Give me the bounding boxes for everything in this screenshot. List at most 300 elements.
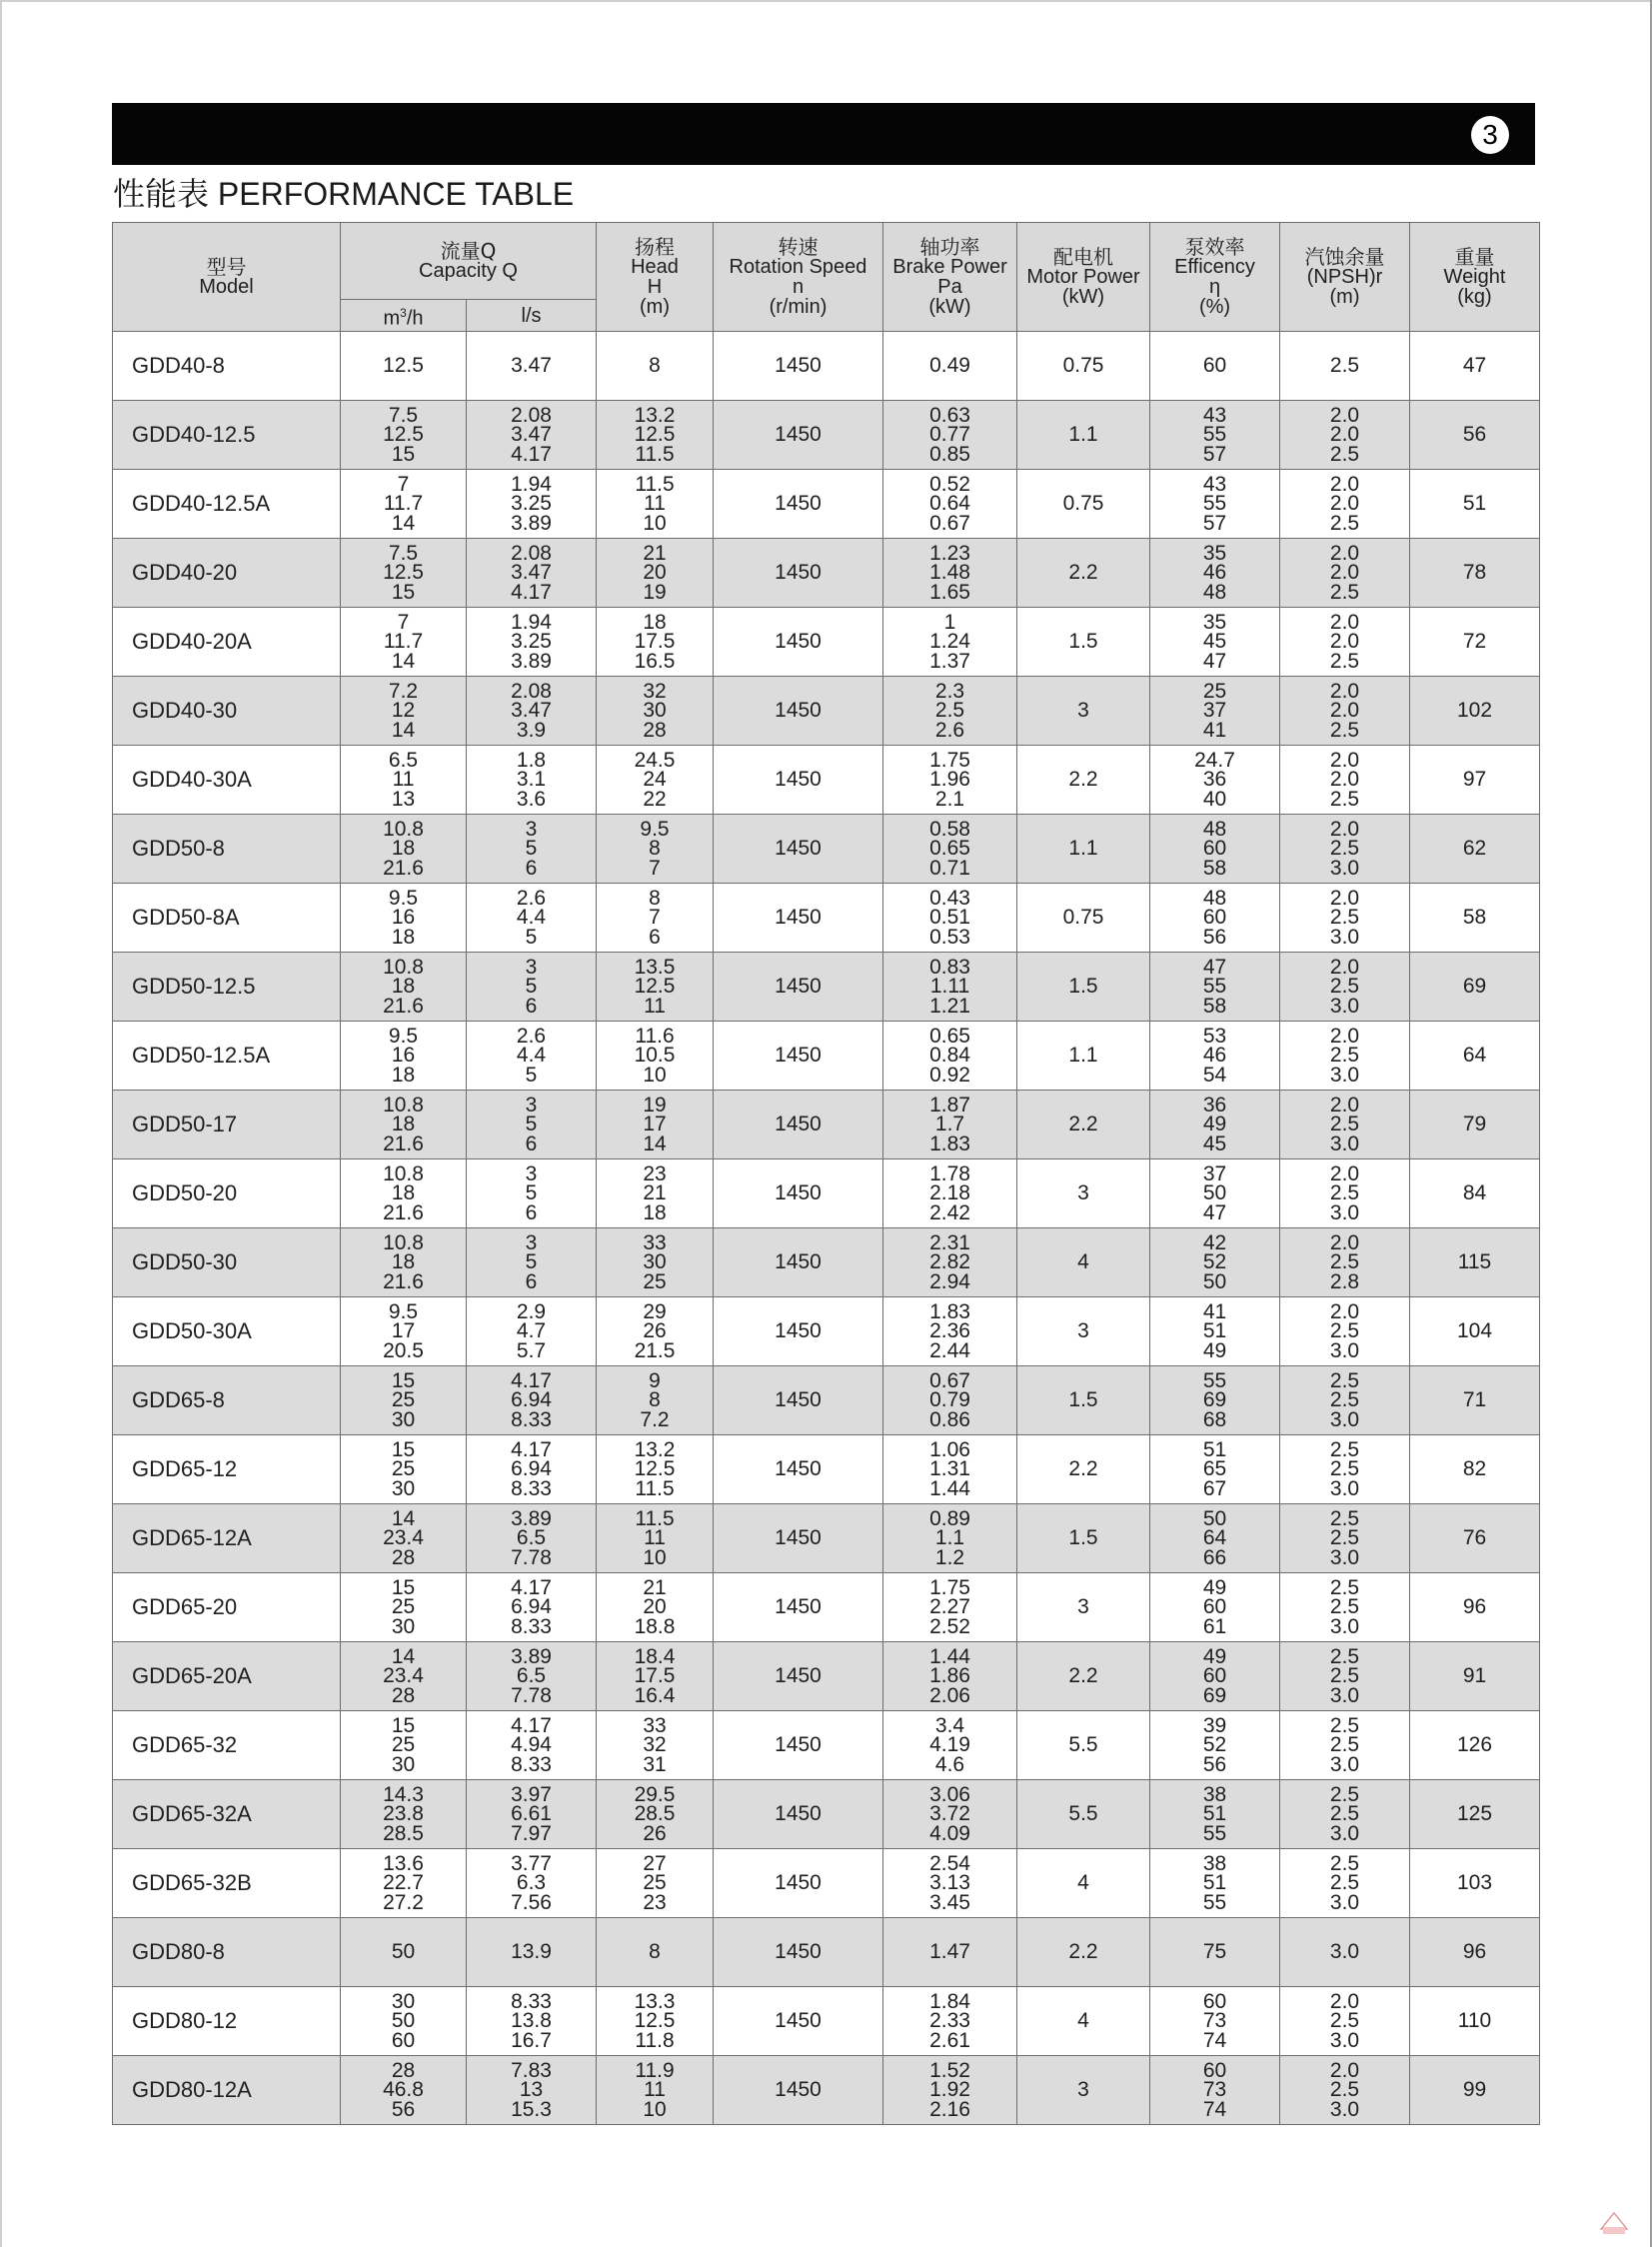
table-row — [113, 1159, 1540, 1228]
cell-capacity-ls-value: 5 — [525, 1063, 538, 1087]
page-border-left — [0, 0, 2, 2247]
cell-speed: 1450 — [714, 953, 883, 1022]
cell-efficiency — [1150, 401, 1280, 470]
cell-efficiency-value: 55 — [1202, 975, 1227, 999]
cell-capacity-ls — [467, 1435, 597, 1504]
cell-brake-power-value: 0.49 — [929, 354, 970, 378]
cell-speed: 1450 — [714, 1435, 883, 1504]
cell-npsh-value: 2.0 — [1329, 472, 1360, 496]
cell-capacity-m3h-value: 14 — [391, 649, 416, 673]
table-row — [113, 1573, 1540, 1642]
cell-head-value: 7.2 — [640, 1407, 670, 1431]
cell-brake-power-value: 0.92 — [929, 1063, 970, 1087]
page-border-top — [0, 0, 1652, 2]
cell-brake-power-value: 0.77 — [929, 423, 970, 447]
cell-head-value: 20 — [643, 561, 667, 585]
cell-brake-power — [883, 539, 1017, 608]
cell-efficiency-value: 47 — [1202, 649, 1227, 673]
cell-model: GDD40-8 — [113, 332, 341, 401]
cell-capacity-ls-value: 3.89 — [511, 1644, 552, 1668]
cell-efficiency-value: 51 — [1202, 1871, 1227, 1895]
cell-motor-power: 1.5 — [1017, 1366, 1150, 1435]
cell-efficiency — [1150, 1366, 1280, 1435]
cell-npsh-value: 2.0 — [1329, 1024, 1360, 1048]
cell-head — [597, 1711, 714, 1780]
cell-capacity-m3h — [341, 2056, 467, 2125]
cell-npsh — [1280, 470, 1410, 539]
cell-npsh-value: 2.0 — [1329, 955, 1360, 979]
cell-efficiency-value: 55 — [1202, 1821, 1227, 1845]
cell-brake-power-value: 0.86 — [929, 1407, 970, 1431]
cell-efficiency-value: 38 — [1202, 1851, 1227, 1875]
cell-capacity-m3h-value: 11.7 — [383, 630, 424, 654]
cell-efficiency-value: 56 — [1202, 1752, 1227, 1776]
cell-head-value: 10.5 — [634, 1044, 676, 1068]
cell-efficiency-value: 60 — [1202, 2058, 1227, 2082]
cell-capacity-ls-value: 3.77 — [511, 1851, 552, 1875]
cell-speed: 1450 — [714, 1987, 883, 2056]
cell-capacity-m3h-value: 13.6 — [383, 1851, 424, 1875]
cell-weight: 82 — [1410, 1435, 1540, 1504]
cell-npsh-value: 2.5 — [1329, 1113, 1360, 1136]
cell-brake-power — [883, 1091, 1017, 1159]
cell-brake-power — [883, 815, 1017, 884]
cell-npsh-value: 2.5 — [1329, 649, 1360, 673]
cell-head-value: 28.5 — [634, 1802, 676, 1826]
cell-efficiency-value: 51 — [1202, 1319, 1227, 1343]
cell-npsh-value: 2.5 — [1329, 2009, 1360, 2033]
cell-weight: 110 — [1410, 1987, 1540, 2056]
cell-brake-power-value: 1.23 — [929, 541, 970, 565]
cell-capacity-m3h-value: 16 — [391, 906, 416, 930]
cell-capacity-ls-value: 3.47 — [511, 354, 552, 378]
cell-efficiency — [1150, 1642, 1280, 1711]
cell-npsh-value: 2.0 — [1329, 699, 1360, 723]
cell-head-value: 31 — [643, 1752, 667, 1776]
cell-brake-power-value: 2.54 — [929, 1851, 970, 1875]
cell-capacity-m3h — [341, 815, 467, 884]
cell-head-value: 19 — [643, 580, 667, 604]
cell-capacity-ls-value: 15.3 — [511, 2097, 552, 2121]
cell-capacity-m3h-value: 14 — [391, 1506, 416, 1530]
cell-speed: 1450 — [714, 1711, 883, 1780]
cell-npsh-value: 2.0 — [1329, 748, 1360, 772]
cell-motor-power: 2.2 — [1017, 1091, 1150, 1159]
cell-brake-power — [883, 1159, 1017, 1228]
cell-brake-power — [883, 1711, 1017, 1780]
cell-capacity-ls — [467, 953, 597, 1022]
cell-efficiency-value: 48 — [1202, 580, 1227, 604]
cell-head-value: 29 — [643, 1299, 667, 1323]
cell-capacity-m3h-value: 9.5 — [388, 1024, 419, 1048]
cell-head-value: 14 — [643, 1131, 667, 1155]
cell-npsh-value: 2.5 — [1329, 1664, 1360, 1688]
cell-head-value: 11 — [644, 492, 666, 516]
cell-motor-power: 1.1 — [1017, 401, 1150, 470]
cell-head-value: 8 — [649, 1388, 661, 1412]
cell-model: GDD80-12A — [113, 2056, 341, 2125]
cell-brake-power-value: 2.16 — [929, 2097, 970, 2121]
cell-efficiency-value: 43 — [1202, 472, 1227, 496]
cell-npsh-value: 3.0 — [1329, 1940, 1360, 1964]
cell-capacity-ls-value: 4.17 — [511, 1713, 552, 1737]
cell-capacity-ls-value: 3.25 — [511, 630, 552, 654]
cell-brake-power-value: 4.09 — [929, 1821, 970, 1845]
cell-npsh-value: 2.5 — [1329, 787, 1360, 811]
cell-brake-power-value: 1.47 — [929, 1940, 970, 1964]
cell-npsh — [1280, 1091, 1410, 1159]
cell-capacity-m3h — [341, 1366, 467, 1435]
cell-npsh-value: 2.5 — [1329, 1733, 1360, 1757]
cell-capacity-m3h-value: 25 — [391, 1457, 416, 1481]
cell-npsh-value: 2.5 — [1329, 837, 1360, 861]
table-row — [113, 1642, 1540, 1711]
cell-brake-power — [883, 953, 1017, 1022]
cell-capacity-ls-value: 8.33 — [511, 1614, 552, 1638]
cell-efficiency — [1150, 1504, 1280, 1573]
cell-brake-power-value: 2.33 — [929, 2009, 970, 2033]
table-row — [113, 608, 1540, 677]
cell-npsh-value: 3.0 — [1329, 994, 1360, 1018]
cell-brake-power — [883, 1573, 1017, 1642]
cell-brake-power-value: 2.36 — [929, 1319, 970, 1343]
cell-npsh-value: 2.5 — [1329, 975, 1360, 999]
cell-brake-power-value: 1.75 — [929, 1575, 970, 1599]
cell-efficiency-value: 45 — [1202, 1131, 1227, 1155]
cell-capacity-ls-value: 5.7 — [516, 1338, 547, 1362]
cell-npsh-value: 2.5 — [1329, 442, 1360, 466]
cell-capacity-m3h-value: 46.8 — [383, 2078, 424, 2102]
cell-brake-power-value: 1.1 — [934, 1526, 965, 1550]
cell-efficiency-value: 69 — [1202, 1683, 1227, 1707]
cell-capacity-m3h — [341, 401, 467, 470]
cell-efficiency-value: 55 — [1202, 492, 1227, 516]
cell-capacity-ls — [467, 1987, 597, 2056]
cell-npsh-value: 2.0 — [1329, 1299, 1360, 1323]
cell-capacity-m3h-value: 25 — [391, 1388, 416, 1412]
cell-speed: 1450 — [714, 815, 883, 884]
cell-brake-power — [883, 1780, 1017, 1849]
cell-brake-power — [883, 608, 1017, 677]
cell-head-value: 17.5 — [634, 630, 676, 654]
cell-brake-power-value: 0.84 — [929, 1044, 970, 1068]
cell-capacity-ls-value: 7.83 — [511, 2058, 552, 2082]
cell-model: GDD65-20A — [113, 1642, 341, 1711]
cell-efficiency-value: 52 — [1202, 1250, 1227, 1274]
cell-head-value: 13.3 — [634, 1989, 676, 2013]
cell-speed: 1450 — [714, 1573, 883, 1642]
cell-brake-power-value: 1.21 — [929, 994, 970, 1018]
cell-head-value: 32 — [643, 1733, 667, 1757]
cell-capacity-m3h-value: 22.7 — [383, 1871, 424, 1895]
cell-efficiency-value: 73 — [1202, 2078, 1227, 2102]
cell-capacity-m3h-value: 7 — [397, 472, 410, 496]
cell-capacity-ls-value: 5 — [525, 1181, 538, 1205]
cell-efficiency-value: 60 — [1202, 906, 1227, 930]
cell-efficiency-value: 60 — [1202, 1595, 1227, 1619]
table-row — [113, 539, 1540, 608]
cell-head-value: 7 — [649, 856, 661, 880]
cell-weight: 51 — [1410, 470, 1540, 539]
cell-capacity-m3h-value: 13 — [391, 787, 416, 811]
cell-motor-power: 5.5 — [1017, 1711, 1150, 1780]
cell-npsh — [1280, 539, 1410, 608]
cell-speed: 1450 — [714, 608, 883, 677]
cell-capacity-m3h-value: 6.5 — [388, 748, 419, 772]
cell-npsh-value: 3.0 — [1329, 1338, 1360, 1362]
cell-efficiency-value: 49 — [1202, 1338, 1227, 1362]
cell-motor-power: 2.2 — [1017, 1918, 1150, 1987]
cell-capacity-m3h-value: 10.8 — [383, 1093, 424, 1117]
cell-brake-power-value: 3.13 — [929, 1871, 970, 1895]
cell-efficiency-value: 42 — [1202, 1230, 1227, 1254]
cell-capacity-m3h — [341, 470, 467, 539]
cell-brake-power-value: 1.78 — [929, 1161, 970, 1185]
cell-npsh-value: 2.5 — [1329, 1457, 1360, 1481]
cell-npsh-value: 2.0 — [1329, 2058, 1360, 2082]
cell-speed: 1450 — [714, 470, 883, 539]
cell-npsh — [1280, 1504, 1410, 1573]
cell-efficiency-value: 65 — [1202, 1457, 1227, 1481]
cell-npsh-value: 2.5 — [1329, 1871, 1360, 1895]
cell-npsh — [1280, 2056, 1410, 2125]
cell-efficiency-value: 57 — [1202, 511, 1227, 535]
cell-efficiency — [1150, 953, 1280, 1022]
cell-brake-power-value: 1.2 — [934, 1545, 965, 1569]
cell-capacity-ls-value: 6.94 — [511, 1457, 552, 1481]
cell-npsh — [1280, 953, 1410, 1022]
cell-capacity-m3h-value: 60 — [391, 2028, 416, 2052]
cell-head — [597, 1159, 714, 1228]
cell-npsh-value: 2.0 — [1329, 768, 1360, 792]
cell-capacity-ls-value: 16.7 — [511, 2028, 552, 2052]
header-motor-power: 配电机 Motor Power (kW) — [1017, 223, 1150, 332]
cell-efficiency-value: 50 — [1202, 1181, 1227, 1205]
cell-capacity-m3h-value: 12 — [391, 699, 416, 723]
cell-capacity-m3h-value: 25 — [391, 1733, 416, 1757]
table-row — [113, 1711, 1540, 1780]
cell-npsh-value: 2.0 — [1329, 630, 1360, 654]
cell-head — [597, 1780, 714, 1849]
cell-capacity-ls-value: 3.9 — [516, 718, 547, 742]
cell-model: GDD50-8A — [113, 884, 341, 953]
cell-capacity-ls — [467, 1642, 597, 1711]
cell-efficiency-value: 61 — [1202, 1614, 1227, 1638]
cell-capacity-m3h-value: 7.2 — [388, 679, 419, 703]
cell-npsh-value: 2.5 — [1329, 1802, 1360, 1826]
cell-efficiency-value: 57 — [1202, 442, 1227, 466]
cell-capacity-m3h-value: 10.8 — [383, 1230, 424, 1254]
cell-head — [597, 1435, 714, 1504]
cell-efficiency-value: 64 — [1202, 1526, 1227, 1550]
cell-model: GDD50-8 — [113, 815, 341, 884]
cell-weight: 84 — [1410, 1159, 1540, 1228]
cell-head — [597, 539, 714, 608]
cell-capacity-ls-value: 7.78 — [511, 1545, 552, 1569]
cell-motor-power: 1.5 — [1017, 1504, 1150, 1573]
cell-capacity-m3h-value: 18 — [391, 1063, 416, 1087]
cell-capacity-m3h-value: 50 — [391, 1940, 416, 1964]
cell-efficiency-value: 45 — [1202, 630, 1227, 654]
cell-model: GDD65-20 — [113, 1573, 341, 1642]
cell-capacity-m3h-value: 18 — [391, 925, 416, 949]
cell-capacity-ls — [467, 1366, 597, 1435]
cell-capacity-m3h-value: 23.4 — [383, 1664, 424, 1688]
cell-efficiency-value: 69 — [1202, 1388, 1227, 1412]
cell-brake-power-value: 1.92 — [929, 2078, 970, 2102]
cell-npsh-value: 3.0 — [1329, 1821, 1360, 1845]
cell-npsh-value: 3.0 — [1329, 1407, 1360, 1431]
cell-capacity-ls-value: 2.9 — [516, 1299, 547, 1323]
cell-brake-power — [883, 401, 1017, 470]
cell-speed: 1450 — [714, 1642, 883, 1711]
cell-capacity-ls-value: 6.5 — [516, 1664, 547, 1688]
cell-capacity-m3h — [341, 1849, 467, 1918]
cell-npsh-value: 2.0 — [1329, 886, 1360, 910]
cell-npsh-value: 3.0 — [1329, 1545, 1360, 1569]
cell-weight: 64 — [1410, 1022, 1540, 1091]
cell-head-value: 21 — [643, 541, 667, 565]
page-title-cn: 性能表 — [113, 175, 210, 213]
header-bar — [112, 103, 1535, 165]
cell-capacity-m3h — [341, 1918, 467, 1987]
cell-efficiency — [1150, 608, 1280, 677]
cell-npsh-value: 2.5 — [1329, 1782, 1360, 1806]
cell-efficiency-value: 25 — [1202, 679, 1227, 703]
cell-capacity-m3h-value: 30 — [391, 1752, 416, 1776]
header-weight: 重量 Weight (kg) — [1410, 223, 1540, 332]
cell-head-value: 11.5 — [635, 472, 675, 496]
cell-capacity-ls-value: 7.78 — [511, 1683, 552, 1707]
cell-speed: 1450 — [714, 332, 883, 401]
cell-brake-power-value: 2.1 — [934, 787, 965, 811]
cell-brake-power-value: 2.27 — [929, 1595, 970, 1619]
cell-brake-power — [883, 1435, 1017, 1504]
cell-capacity-ls-value: 1.94 — [511, 472, 552, 496]
cell-capacity-ls-value: 6 — [525, 1200, 538, 1224]
cell-capacity-m3h-value: 50 — [391, 2009, 416, 2033]
cell-head-value: 11.9 — [635, 2058, 675, 2082]
cell-weight: 78 — [1410, 539, 1540, 608]
cell-capacity-ls — [467, 1918, 597, 1987]
cell-head-value: 18 — [643, 610, 667, 634]
cell-head-value: 30 — [643, 1250, 667, 1274]
cell-capacity-ls-value: 8.33 — [511, 1752, 552, 1776]
cell-brake-power — [883, 1987, 1017, 2056]
cell-efficiency-value: 75 — [1202, 1940, 1227, 1964]
cell-capacity-m3h-value: 14.3 — [383, 1782, 424, 1806]
cell-capacity-ls-value: 2.6 — [516, 886, 547, 910]
cell-capacity-m3h — [341, 1987, 467, 2056]
cell-head-value: 33 — [643, 1230, 667, 1254]
cell-capacity-ls — [467, 470, 597, 539]
cell-capacity-ls-value: 3 — [525, 1161, 538, 1185]
cell-brake-power — [883, 332, 1017, 401]
watermark-logo-icon — [1597, 2209, 1631, 2237]
cell-model: GDD40-20 — [113, 539, 341, 608]
cell-brake-power-value: 0.58 — [929, 817, 970, 841]
cell-npsh-value: 3.0 — [1329, 1063, 1360, 1087]
table-row — [113, 884, 1540, 953]
cell-capacity-m3h-value: 15 — [391, 442, 416, 466]
cell-brake-power — [883, 1918, 1017, 1987]
cell-npsh-value: 2.5 — [1329, 1644, 1360, 1668]
cell-head-value: 29.5 — [634, 1782, 676, 1806]
cell-efficiency — [1150, 1297, 1280, 1366]
cell-capacity-ls-value: 4.4 — [516, 906, 547, 930]
cell-efficiency — [1150, 1022, 1280, 1091]
cell-capacity-ls-value: 6 — [525, 856, 538, 880]
cell-efficiency-value: 55 — [1202, 423, 1227, 447]
cell-efficiency-value: 51 — [1202, 1437, 1227, 1461]
cell-capacity-m3h-value: 28 — [391, 1545, 416, 1569]
cell-model: GDD80-12 — [113, 1987, 341, 2056]
cell-brake-power-value: 1.84 — [929, 1989, 970, 2013]
cell-model: GDD50-12.5A — [113, 1022, 341, 1091]
cell-weight: 56 — [1410, 401, 1540, 470]
cell-head-value: 9.5 — [640, 817, 670, 841]
cell-speed: 1450 — [714, 746, 883, 815]
cell-capacity-m3h-value: 15 — [391, 1437, 416, 1461]
cell-capacity-ls-value: 3.47 — [511, 699, 552, 723]
cell-brake-power-value: 1.75 — [929, 748, 970, 772]
cell-head-value: 24 — [643, 768, 667, 792]
cell-efficiency-value: 36 — [1202, 1093, 1227, 1117]
cell-efficiency-value: 73 — [1202, 2009, 1227, 2033]
cell-capacity-ls — [467, 608, 597, 677]
cell-capacity-m3h-value: 18 — [391, 837, 416, 861]
cell-brake-power-value: 0.89 — [929, 1506, 970, 1530]
cell-brake-power-value: 1.83 — [929, 1131, 970, 1155]
cell-head — [597, 884, 714, 953]
cell-npsh-value: 3.0 — [1329, 1614, 1360, 1638]
cell-head-value: 24.5 — [634, 748, 676, 772]
cell-capacity-m3h-value: 21.6 — [383, 856, 424, 880]
cell-capacity-m3h — [341, 884, 467, 953]
cell-efficiency-value: 36 — [1202, 768, 1227, 792]
cell-head-value: 27 — [643, 1851, 667, 1875]
cell-npsh-value: 3.0 — [1329, 1476, 1360, 1500]
cell-speed: 1450 — [714, 1780, 883, 1849]
cell-capacity-ls — [467, 1022, 597, 1091]
cell-capacity-ls-value: 3.1 — [516, 768, 547, 792]
cell-capacity-ls — [467, 746, 597, 815]
table-row — [113, 1091, 1540, 1159]
cell-capacity-ls-value: 5 — [525, 1113, 538, 1136]
cell-efficiency-value: 58 — [1202, 856, 1227, 880]
cell-capacity-m3h-value: 7.5 — [388, 403, 419, 427]
cell-brake-power-value: 0.85 — [929, 442, 970, 466]
cell-brake-power-value: 0.64 — [929, 492, 970, 516]
cell-head — [597, 1849, 714, 1918]
cell-capacity-ls-value: 4.17 — [511, 1437, 552, 1461]
cell-head — [597, 332, 714, 401]
cell-efficiency — [1150, 1435, 1280, 1504]
cell-motor-power: 4 — [1017, 1228, 1150, 1297]
cell-npsh-value: 3.0 — [1329, 1200, 1360, 1224]
cell-capacity-ls-value: 7.56 — [511, 1890, 552, 1914]
cell-capacity-ls — [467, 1711, 597, 1780]
cell-capacity-m3h-value: 27.2 — [383, 1890, 424, 1914]
cell-head-value: 8 — [649, 354, 661, 378]
header-rotation-speed: 转速 Rotation Speed n (r/min) — [714, 223, 883, 332]
table-row — [113, 1366, 1540, 1435]
cell-brake-power-value: 3.45 — [929, 1890, 970, 1914]
cell-weight: 47 — [1410, 332, 1540, 401]
cell-efficiency-value: 49 — [1202, 1113, 1227, 1136]
cell-brake-power-value: 2.31 — [929, 1230, 970, 1254]
cell-capacity-m3h — [341, 1297, 467, 1366]
